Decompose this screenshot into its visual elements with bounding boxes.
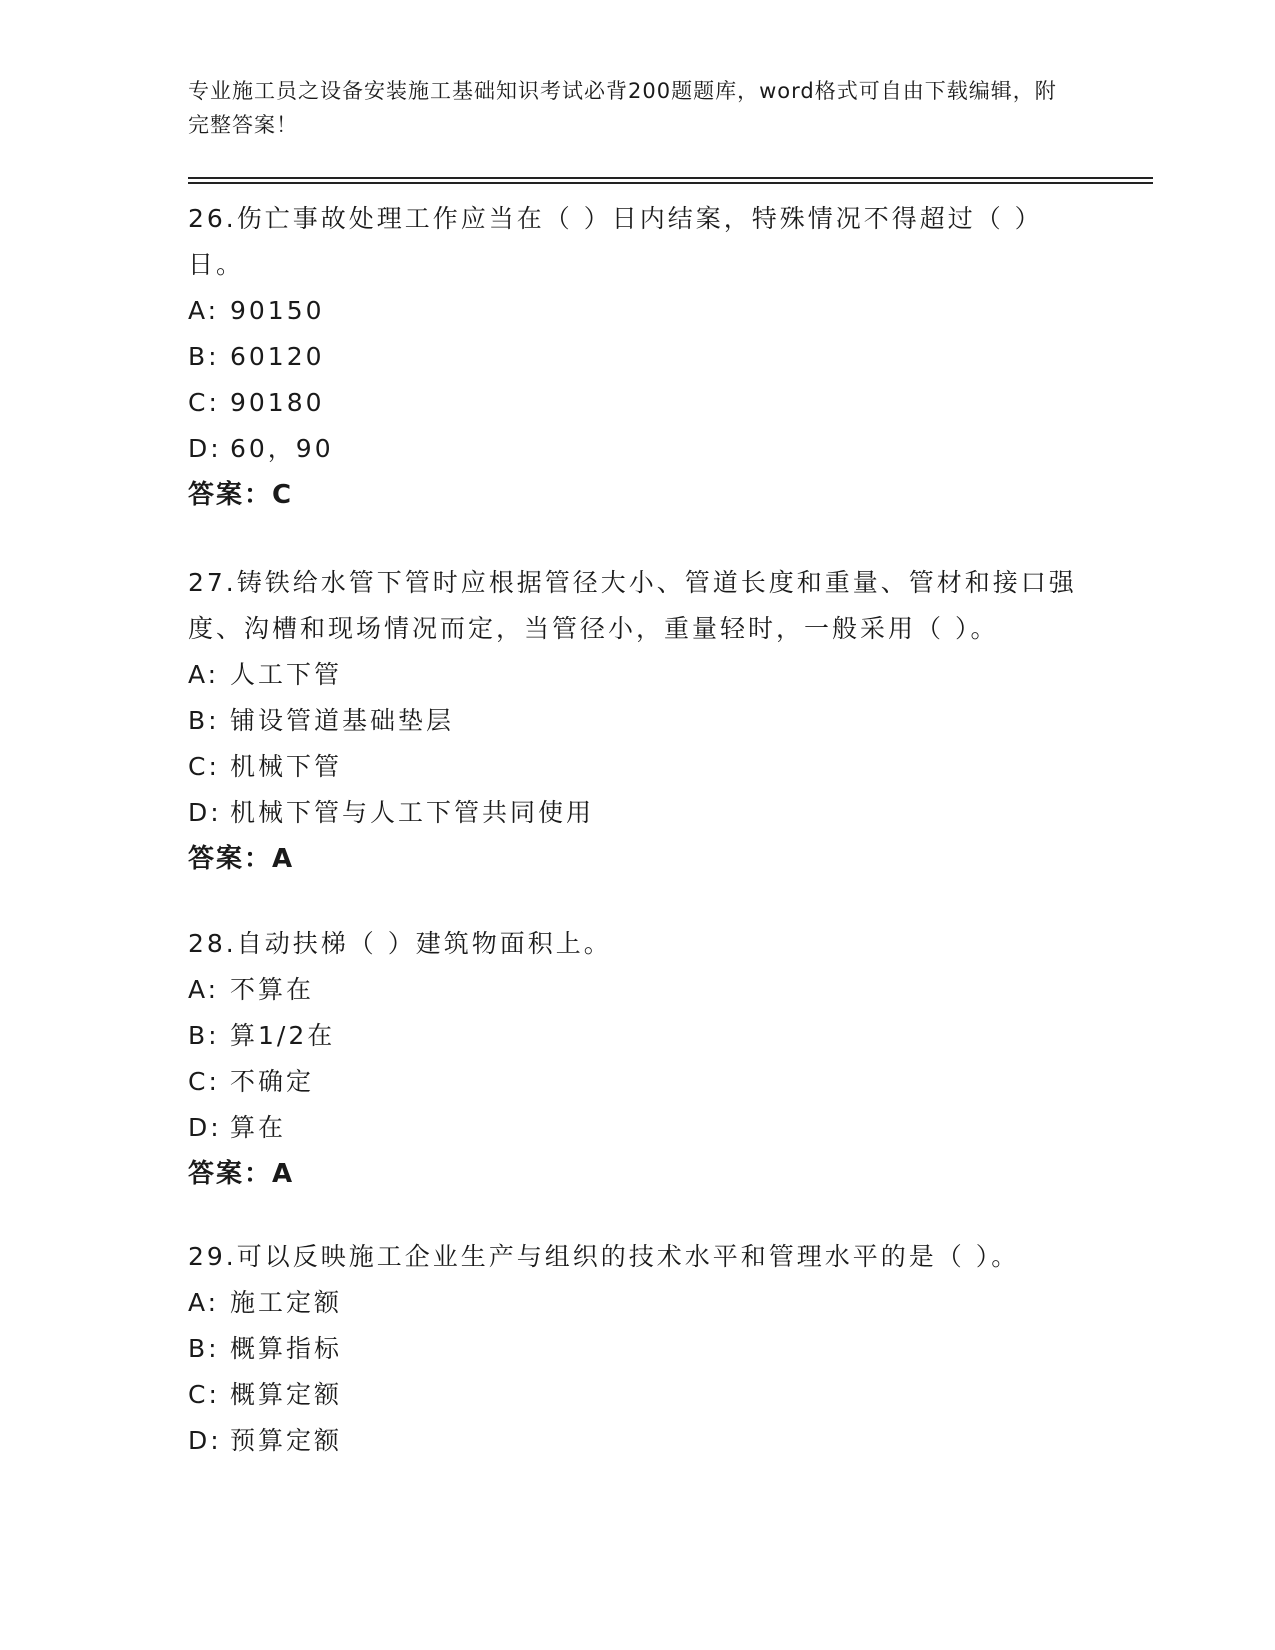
option-letter: B: bbox=[188, 1334, 220, 1363]
question-stem: 28.自动扶梯（ ）建筑物面积上。 bbox=[188, 929, 612, 958]
answer-value: A bbox=[272, 1159, 295, 1189]
answer-label: 答案： bbox=[188, 1159, 273, 1189]
option-b bbox=[188, 698, 1088, 744]
option-letter: A: bbox=[188, 975, 220, 1004]
option-letter: D: bbox=[188, 434, 222, 463]
option-text: 铺设管道基础垫层 bbox=[230, 706, 455, 735]
option-b bbox=[188, 1013, 1088, 1059]
option-letter: C: bbox=[188, 752, 220, 781]
question-29 bbox=[188, 1234, 1088, 1464]
question-28 bbox=[188, 921, 1088, 1197]
option-c bbox=[188, 1059, 1088, 1105]
option-letter: D: bbox=[188, 798, 222, 827]
option-text: 算1/2在 bbox=[230, 1021, 336, 1050]
option-text: 机械下管 bbox=[230, 752, 343, 781]
option-a bbox=[188, 1280, 1088, 1326]
option-a bbox=[188, 967, 1088, 1013]
option-letter: B: bbox=[188, 1021, 220, 1050]
question-26 bbox=[188, 196, 1088, 518]
option-c bbox=[188, 380, 1088, 426]
option-text: 60，90 bbox=[230, 434, 334, 463]
answer-value: C bbox=[272, 480, 294, 510]
option-text: 算在 bbox=[230, 1113, 287, 1142]
option-letter: D: bbox=[188, 1113, 222, 1142]
answer-line bbox=[188, 1151, 1088, 1197]
answer-line bbox=[188, 472, 1088, 518]
option-text: 人工下管 bbox=[230, 660, 343, 689]
document-header: 专业施工员之设备安装施工基础知识考试必背200题题库，word格式可自由下载编辑，附完整答案！ bbox=[188, 79, 1057, 137]
option-letter: B: bbox=[188, 706, 220, 735]
answer-label: 答案： bbox=[188, 844, 273, 874]
option-text: 施工定额 bbox=[230, 1288, 343, 1317]
option-text: 不算在 bbox=[230, 975, 315, 1004]
option-text: 90150 bbox=[230, 296, 325, 325]
option-c bbox=[188, 744, 1088, 790]
option-text: 概算定额 bbox=[230, 1380, 343, 1409]
answer-line bbox=[188, 836, 1088, 882]
option-text: 不确定 bbox=[230, 1067, 315, 1096]
option-letter: D: bbox=[188, 1426, 222, 1455]
question-stem: 26.伤亡事故处理工作应当在（ ）日内结案，特殊情况不得超过（ ）日。 bbox=[188, 204, 1043, 279]
option-d bbox=[188, 1105, 1088, 1151]
option-letter: A: bbox=[188, 296, 220, 325]
option-text: 90180 bbox=[230, 388, 325, 417]
option-d bbox=[188, 426, 1088, 472]
option-text: 概算指标 bbox=[230, 1334, 343, 1363]
option-letter: A: bbox=[188, 1288, 220, 1317]
option-letter: A: bbox=[188, 660, 220, 689]
header-divider-top bbox=[188, 177, 1153, 179]
option-letter: B: bbox=[188, 342, 220, 371]
question-stem: 27.铸铁给水管下管时应根据管径大小、管道长度和重量、管材和接口强度、沟槽和现场情况而定，当管径小，重量轻时，一般采用（ ）。 bbox=[188, 568, 1077, 643]
option-letter: C: bbox=[188, 1067, 220, 1096]
answer-value: A bbox=[272, 844, 295, 874]
option-d bbox=[188, 790, 1088, 836]
option-text: 机械下管与人工下管共同使用 bbox=[230, 798, 595, 827]
option-d bbox=[188, 1418, 1088, 1464]
option-letter: C: bbox=[188, 388, 220, 417]
option-letter: C: bbox=[188, 1380, 220, 1409]
header-divider-bottom bbox=[188, 182, 1153, 184]
option-a bbox=[188, 652, 1088, 698]
option-text: 60120 bbox=[230, 342, 325, 371]
option-b bbox=[188, 334, 1088, 380]
option-a bbox=[188, 288, 1088, 334]
question-27 bbox=[188, 560, 1088, 882]
option-text: 预算定额 bbox=[230, 1426, 343, 1455]
answer-label: 答案： bbox=[188, 480, 273, 510]
option-b bbox=[188, 1326, 1088, 1372]
option-c bbox=[188, 1372, 1088, 1418]
question-stem: 29.可以反映施工企业生产与组织的技术水平和管理水平的是（ ）。 bbox=[188, 1242, 1020, 1271]
